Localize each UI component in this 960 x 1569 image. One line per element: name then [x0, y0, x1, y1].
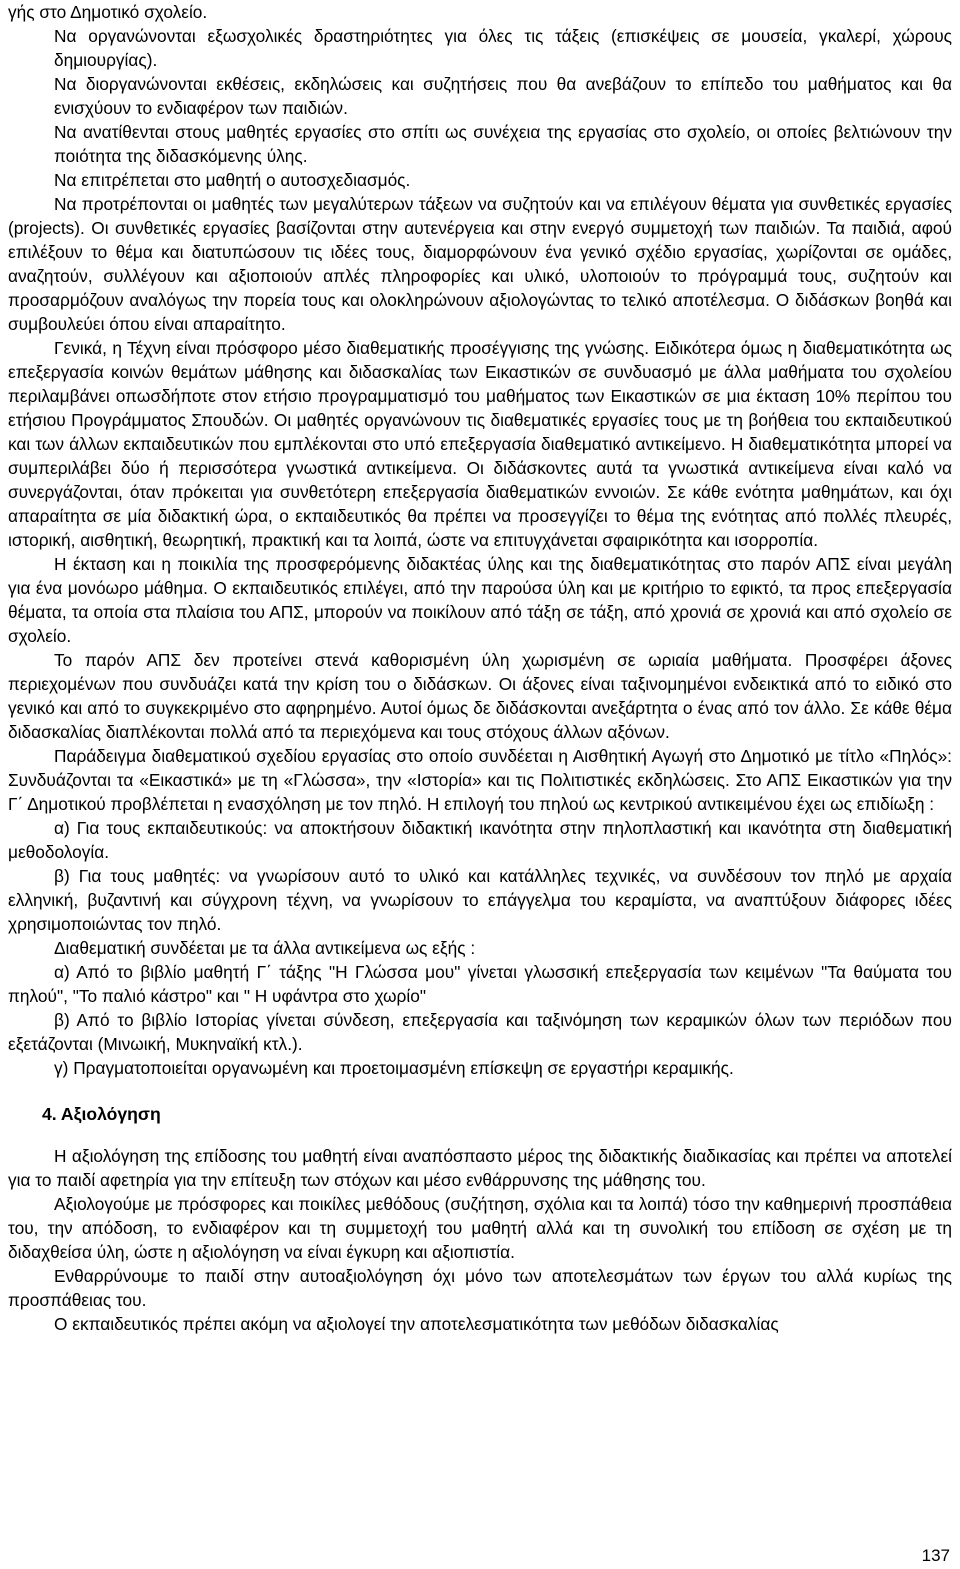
paragraph: Να επιτρέπεται στο μαθητή ο αυτοσχεδιασμός.: [54, 170, 411, 190]
text-column: [8, 0, 952, 1336]
paragraph: Διαθεματική συνδέεται με τα άλλα αντικείμενα ως εξής :: [54, 938, 476, 958]
paragraph: α) Από το βιβλίο μαθητή Γ΄ τάξης "Η Γλώσσα μου" γίνεται γλωσσική επεξεργασία των κειμένων "Τα θαύματα του πηλού", "Το παλιό κάστρο" και " Η υφάντρα στο χωρίο": [8, 962, 952, 1006]
paragraph: Η έκταση και η ποικιλία της προσφερόμενης διδακτέας ύλης και της διαθεματικότητας στο παρόν ΑΠΣ είναι μεγάλη για ένα μονόωρο μάθημα. Ο εκπαιδευτικός επιλέγει, από την παρούσα ύλη και με κριτήριο το εφικτό, τα προς επεξεργασία θέματα, τα οποία στα πλαίσια του ΑΠΣ, μπορούν να ποικίλουν από τάξη σε τάξη, από χρονιά σε χρονιά και από σχολείο σε σχολείο.: [8, 554, 952, 646]
paragraph: Παράδειγμα διαθεματικού σχεδίου εργασίας στο οποίο συνδέεται η Αισθητική Αγωγή στο Δημοτικό με τίτλο «Πηλός»: Συνδυάζονται τα «Εικαστικά» με τη «Γλώσσα», την «Ιστορία» και τις Πολιτιστικές εκδηλώσεις. Στο ΑΠΣ Εικαστικών για την Γ΄ Δημοτικού προβλέπεται η ενασχόληση με τον πηλό. Η επιλογή του πηλού ως κεντρικού αντικειμένου έχει ως επιδίωξη :: [8, 746, 952, 814]
page-number: 137: [921, 1546, 950, 1565]
paragraph: Να διοργανώνονται εκθέσεις, εκδηλώσεις και συζητήσεις που θα ανεβάζουν το επίπεδο του μαθήματος και θα ενισχύουν το ενδιαφέρον των παιδιών.: [54, 74, 952, 118]
paragraph: β) Από το βιβλίο Ιστορίας γίνεται σύνδεση, επεξεργασία και ταξινόμηση των κεραμικών όλων των περιόδων που εξετάζονται (Μινωική, Μυκηναϊκή κτλ.).: [8, 1010, 952, 1054]
paragraph: Να προτρέπονται οι μαθητές των μεγαλύτερων τάξεων να συζητούν και να επιλέγουν θέματα για συνθετικές εργασίες (projects). Οι συνθετικές εργασίες βασίζονται στην αυτενέργεια και στην ενεργό συμμετοχή των παιδιών. Τα παιδιά, αφού επιλέξουν το θέμα και διατυπώσουν τις ιδέες τους, διαμορφώνουν ένα γενικό σχέδιο εργασίας, χωρίζονται σε ομάδες, αναζητούν, συλλέγουν και αξιοποιούν απλές πληροφορίες και υλικό, υλοποιούν το πρόγραμμά τους, συζητούν και προσαρμόζουν αναλόγως την πορεία τους και ολοκληρώνουν αξιολογώντας το τελικό αποτέλεσμα. Ο διδάσκων βοηθά και συμβουλεύει όπου είναι απαραίτητο.: [8, 194, 952, 334]
paragraph: Να ανατίθενται στους μαθητές εργασίες στο σπίτι ως συνέχεια της εργασίας στο σχολείο, οι οποίες βελτιώνουν την ποιότητα της διδασκόμενης ύλης.: [54, 122, 952, 166]
paragraph: Να οργανώνονται εξωσχολικές δραστηριότητες για όλες τις τάξεις (επισκέψεις σε μουσεία, γκαλερί, χώρους δημιουργίας).: [54, 26, 952, 70]
paragraph: α) Για τους εκπαιδευτικούς: να αποκτήσουν διδακτική ικανότητα στην πηλοπλαστική και ικανότητα στη διαθεματική μεθοδολογία.: [8, 818, 952, 862]
paragraph: γής στο Δημοτικό σχολείο.: [8, 2, 208, 22]
paragraph: β) Για τους μαθητές: να γνωρίσουν αυτό το υλικό και κατάλληλες τεχνικές, να συνδέσουν τον πηλό με αρχαία ελληνική, βυζαντινή και σύγχρονη τέχνη, να γνωρίσουν το επάγγελμα του κεραμίστα, να αναπτύξουν διάφορες ιδέες χρησιμοποιώντας τον πηλό.: [8, 866, 952, 934]
paragraph: γ) Πραγματοποιείται οργανωμένη και προετοιμασμένη επίσκεψη σε εργαστήρι κεραμικής.: [54, 1058, 734, 1078]
section-heading: 4. Αξιολόγηση: [42, 1104, 161, 1124]
paragraph: Η αξιολόγηση της επίδοσης του μαθητή είναι αναπόσπαστο μέρος της διδακτικής διαδικασίας και πρέπει να αποτελεί για το παιδί αφετηρία για την επίτευξη των στόχων και μέσο ενθάρρυνσης της μάθησης του.: [8, 1146, 952, 1190]
paragraph: Γενικά, η Τέχνη είναι πρόσφορο μέσο διαθεματικής προσέγγισης της γνώσης. Ειδικότερα όμως η διαθεματικότητα ως επεξεργασία κοινών θεμάτων μάθησης και διδασκαλίας των Εικαστικών σε συνδυασμό με άλλα μαθήματα του σχολείου περιλαμβάνει οπωσδήποτε στον ετήσιο προγραμματισμό του μαθήματος των Εικαστικών σε μια έκταση 10% περίπου του ετήσιου Προγράμματος Σπουδών. Οι μαθητές οργανώνουν τις διαθεματικές εργασίες τους με τη βοήθεια του εκπαιδευτικού και των άλλων εκπαιδευτικών που εμπλέκονται στο υπό επεξεργασία διαθεματικό αντικείμενο. Η διαθεματικότητα μπορεί να συμπεριλάβει δύο ή περισσότερα γνωστικά αντικείμενα. Οι διδάσκοντες αυτά τα γνωστικά αντικείμενα είναι καλό να συνεργάζονται, όταν πρόκειται για συνθετότερη επεξεργασία διαθεματικών εννοιών. Σε κάθε ενότητα μαθημάτων, και όχι απαραίτητα σε μία διδακτική ώρα, ο εκπαιδευτικός θα πρέπει να προσεγγίζει το θέμα της ενότητας από πολλές πλευρές, ιστορική, αισθητική, θεωρητική, πρακτική και τα λοιπά, ώστε να επιτυγχάνεται σφαιρικότητα και ισορροπία.: [8, 338, 952, 550]
paragraph: Αξιολογούμε με πρόσφορες και ποικίλες μεθόδους (συζήτηση, σχόλια και τα λοιπά) τόσο την καθημερινή προσπάθεια του, την απόδοση, το ενδιαφέρον και τη συμμετοχή του μαθητή αλλά και τη συνολική του επίδοση σε σχέση με τη διδαχθείσα ύλη, ώστε η αξιολόγηση να είναι έγκυρη και αξιοπιστία.: [8, 1194, 952, 1262]
paragraph: Ο εκπαιδευτικός πρέπει ακόμη να αξιολογεί την αποτελεσματικότητα των μεθόδων διδασκαλίας: [54, 1314, 779, 1334]
paragraph: Το παρόν ΑΠΣ δεν προτείνει στενά καθορισμένη ύλη χωρισμένη σε ωριαία μαθήματα. Προσφέρει άξονες περιεχομένων που συνδυάζει κατά την κρίση του ο διδάσκων. Οι άξονες είναι ταξινομημένοι ενδεικτικά από το ειδικό στο γενικό και από το συγκεκριμένο στο αφηρημένο. Αυτοί όμως δε διδάσκονται ανεξάρτητα ο ένας από τον άλλο. Σε κάθε θέμα διδασκαλίας διαπλέκονται πολλά από τα περιεχόμενα και τους στόχους άλλων αξόνων.: [8, 650, 952, 742]
paragraph: Ενθαρρύνουμε το παιδί στην αυτοαξιολόγηση όχι μόνο των αποτελεσμάτων των έργων του αλλά κυρίως της προσπάθειας του.: [8, 1266, 952, 1310]
